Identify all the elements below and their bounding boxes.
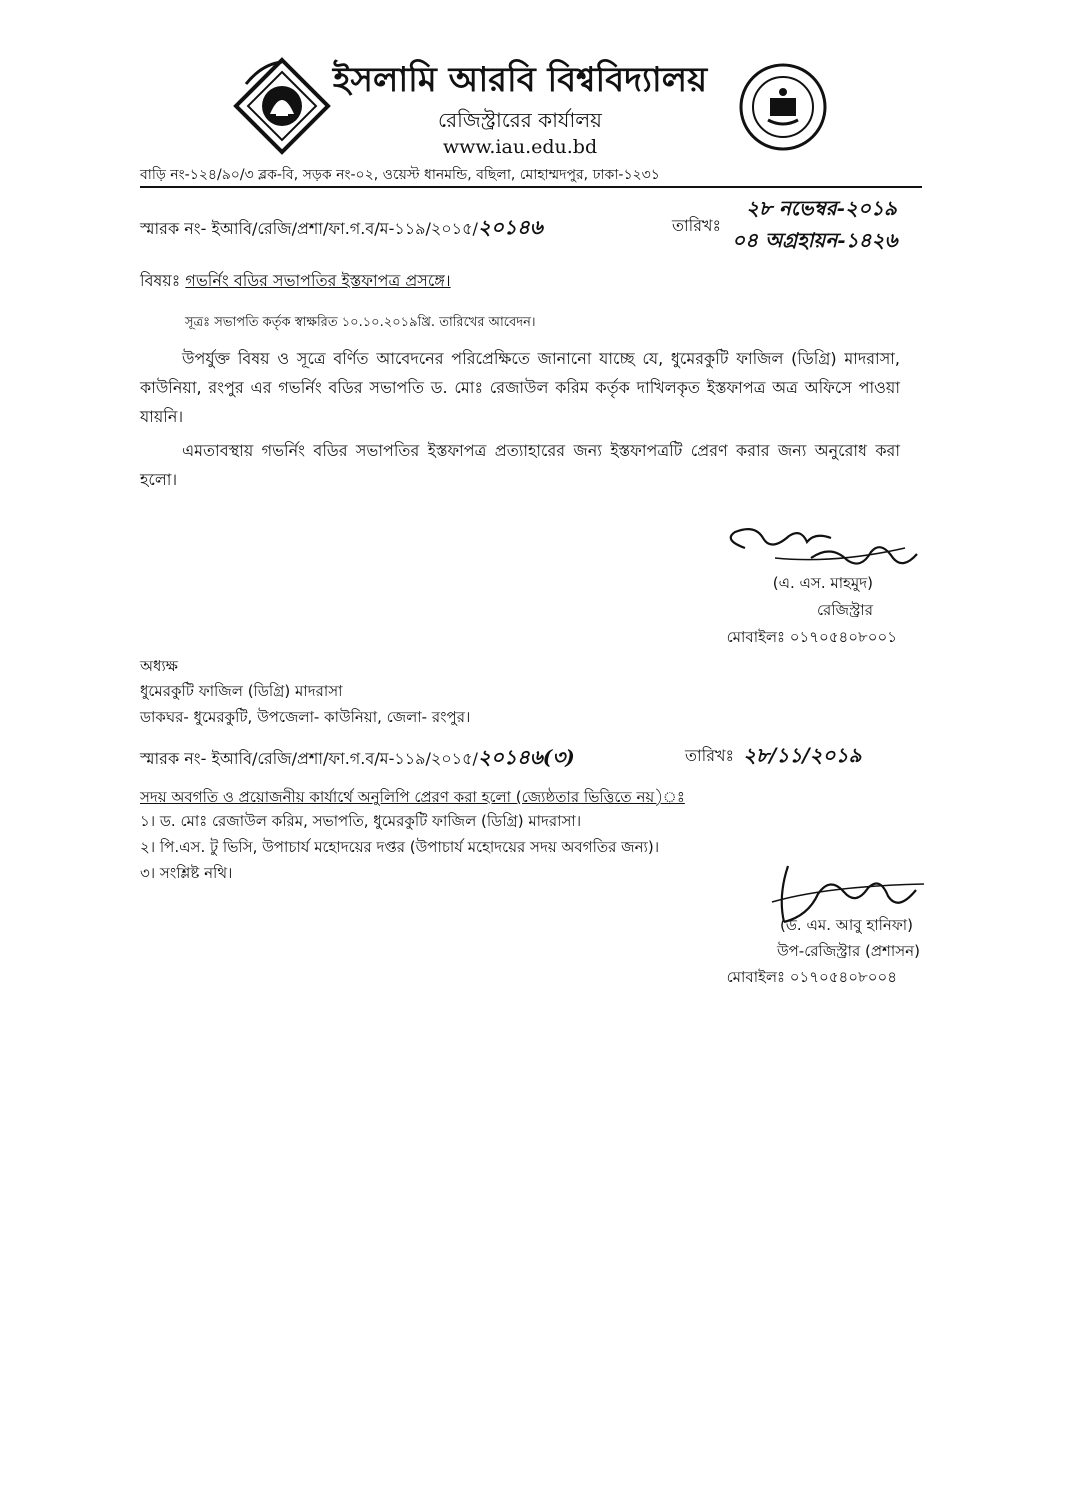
copy-list-item-1: ১। ড. মোঃ রেজাউল করিম, সভাপতি, ধুমেরকুটি ফাজিল (ডিগ্রি) মাদরাসা। — [140, 812, 582, 830]
memo-number — [140, 213, 543, 246]
subject-text: গভর্নিং বডির সভাপতির ইস্তফাপত্র প্রসঙ্গে। — [185, 271, 451, 290]
subject-line — [140, 268, 451, 295]
university-address: বাড়ি নং-১২৪/৯০/৩ ব্লক-বি, সড়ক নং-০২, ওয়েস্ট ধানমন্ডি, বছিলা, মোহাম্মদপুর, ঢাকা-১২৩১ — [140, 167, 660, 183]
registrar-mobile: মোবাইলঃ ০১৭০৫৪০৮০০১ — [726, 628, 897, 646]
copy-distribution-note: সদয় অবগতি ও প্রয়োজনীয় কার্যার্থে অনুলিপি প্রেরণ করা হলো (জ্যেষ্ঠতার ভিত্তিতে নয়)ঃ — [140, 788, 685, 806]
paragraph-1-text: উপর্যুক্ত বিষয় ও সূত্রে বর্ণিত আবেদনের পরিপ্রেক্ষিতে জানানো যাচ্ছে যে, ধুমেরকুটি ফাজিল (ডিগ্রি) মাদরাসা, কাউনিয়া, রংপুর এর গভর্নিং বডির সভাপতি ড. মোঃ রেজাউল করিম কর্তৃক দাখিলকৃত ইস্তফাপত্র অত্র অফিসে পাওয়া যায়নি। — [140, 349, 900, 426]
university-name: ইসলামি আরবি বিশ্ববিদ্যালয় — [332, 60, 708, 100]
registrar-office: রেজিস্ট্রারের কার্যালয় — [438, 108, 602, 132]
memo-date-label: তারিখঃ — [672, 216, 722, 235]
subject-label: বিষয়ঃ — [140, 271, 181, 290]
header-divider — [140, 186, 922, 188]
memo-number-copy — [140, 743, 575, 776]
memo-date-bengali: ০৪ অগ্রহায়ন-১৪২৬ — [732, 228, 898, 252]
body-paragraph-1 — [140, 344, 900, 431]
government-seal-logo — [738, 62, 828, 152]
registrar-designation: রেজিস্ট্রার — [816, 601, 873, 619]
recipient-address: ডাকঘর- ধুমেরকুটি, উপজেলা- কাউনিয়া, জেলা- রংপুর। — [140, 708, 471, 726]
university-website: www.iau.edu.bd — [442, 136, 598, 158]
memo-date-gregorian: ২৮ নভেম্বর-২০১৯ — [746, 196, 897, 220]
registrar-signature — [715, 518, 925, 578]
recipient-institution: ধুমেরকুটি ফাজিল (ডিগ্রি) মাদরাসা — [140, 682, 343, 700]
deputy-registrar-designation: উপ-রেজিস্ট্রার (প্রশাসন) — [776, 942, 920, 960]
copy-list-item-3: ৩। সংশ্লিষ্ট নথি। — [140, 864, 233, 882]
memo-number-handwritten: ২০১৪৬ — [477, 215, 543, 239]
memo-copy-label: স্মারক নং- ইআবি/রেজি/প্রশা/ফা.গ.ব/ম-১১৯/২০১৫/ — [140, 749, 478, 768]
paragraph-2-text: এমতাবস্থায় গভর্নিং বডির সভাপতির ইস্তফাপত্র প্রত্যাহারের জন্য ইস্তফাপত্রটি প্রেরণ করার জন্য অনুরোধ করা হলো। — [140, 441, 900, 489]
recipient-title: অধ্যক্ষ — [140, 657, 178, 675]
registrar-name: (এ. এস. মাহমুদ) — [772, 574, 873, 592]
memo-copy-number-handwritten: ২০১৪৬(৩) — [477, 745, 575, 769]
memo-copy-date-handwritten: ২৮/১১/২০১৯ — [743, 743, 862, 767]
deputy-registrar-mobile: মোবাইলঃ ০১৭০৫৪০৮০০৪ — [726, 968, 897, 986]
memo-copy-date-label: তারিখঃ — [685, 746, 735, 765]
deputy-registrar-name: (ড. এম. আবু হানিফা) — [780, 916, 913, 934]
copy-list-item-2: ২। পি.এস. টু ভিসি, উপাচার্য মহোদয়ের দপ্তর (উপাচার্য মহোদয়ের সদয় অবগতির জন্য)। — [140, 838, 660, 856]
body-paragraph-2 — [140, 436, 900, 494]
memo-label: স্মারক নং- ইআবি/রেজি/প্রশা/ফা.গ.ব/ম-১১৯/২০১৫/ — [140, 219, 478, 238]
reference-line: সূত্রঃ সভাপতি কর্তৃক স্বাক্ষরিত ১০.১০.২০১৯খ্রি. তারিখের আবেদন। — [185, 315, 536, 330]
